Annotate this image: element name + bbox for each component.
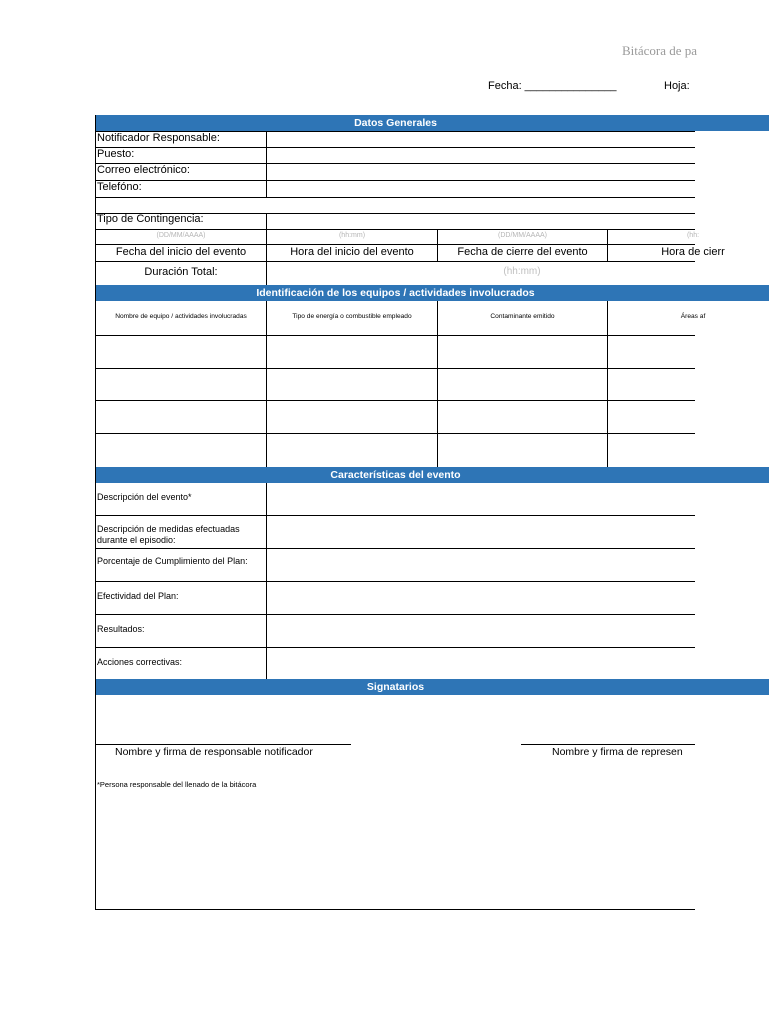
resultados-field[interactable] (267, 614, 695, 647)
acciones-correctivas-label: Acciones correctivas: (97, 657, 183, 667)
column-header-areas: Áreas af (680, 313, 706, 320)
hora-inicio-header: Hora del inicio del evento (290, 246, 414, 258)
signature-line-left (96, 744, 351, 745)
column-header-contaminante: Contaminante emitido (490, 313, 555, 320)
duracion-label: Duración Total: (144, 266, 218, 278)
efectividad-plan-label: Efectividad del Plan: (97, 591, 179, 601)
section-title: Características del evento (330, 469, 461, 481)
porcentaje-cumplimiento-field[interactable] (267, 548, 695, 581)
column-header-energia: Tipo de energía o combustible empleado (292, 313, 412, 320)
section-header-datos-generales (96, 115, 769, 131)
resultados-label: Resultados: (97, 624, 145, 634)
fecha-label: Fecha: _______________ (488, 80, 617, 92)
correo-field[interactable] (267, 163, 695, 180)
hora-cierre-header: Hora de cierr (661, 246, 725, 258)
medidas-efectuadas-field[interactable] (267, 515, 695, 548)
fecha-cierre-placeholder: (DD/MM/AAAA) (498, 232, 547, 239)
duracion-field[interactable]: (hh:mm) (503, 266, 541, 277)
footnote: *Persona responsable del llenado de la bitácora (97, 780, 257, 789)
signature-label-right: Nombre y firma de represen (552, 746, 683, 758)
table-row (96, 400, 695, 401)
signature-label-left: Nombre y firma de responsable notificador (115, 746, 313, 758)
form-frame (95, 115, 725, 910)
efectividad-plan-field[interactable] (267, 581, 695, 614)
porcentaje-cumplimiento-label: Porcentaje de Cumplimiento del Plan: (97, 556, 248, 566)
table-row (96, 368, 695, 369)
tipo-contingencia-field[interactable] (267, 213, 695, 229)
section-title: Signatarios (366, 681, 425, 693)
tipo-contingencia-label: Tipo de Contingencia: (97, 213, 204, 225)
hoja-label: Hoja: (664, 80, 690, 92)
column-header-equipo: Nombre de equipo / actividades involucradas (115, 313, 247, 320)
table-row (96, 335, 695, 336)
document-title: Bitácora de pa (622, 43, 698, 58)
hora-inicio-placeholder: (hh:mm) (338, 232, 366, 239)
descripcion-evento-label: Descripción del evento* (97, 492, 192, 502)
hora-cierre-placeholder: (hh: (686, 232, 700, 239)
section-header-signatarios (96, 679, 769, 695)
fecha-inicio-header: Fecha del inicio del evento (115, 246, 247, 258)
section-header-caracteristicas (96, 467, 769, 483)
fecha-cierre-header: Fecha de cierre del evento (457, 246, 588, 258)
medidas-efectuadas-label: Descripción de medidas efectuadas durante el episodio: (97, 524, 240, 545)
section-header-equipos (96, 285, 769, 301)
signature-line-right (521, 744, 695, 745)
correo-label: Correo electrónico: (97, 164, 190, 176)
telefono-field[interactable] (267, 180, 695, 197)
notificador-field[interactable] (267, 131, 695, 147)
descripcion-evento-field[interactable] (267, 483, 695, 515)
fecha-inicio-placeholder: (DD/MM/AAAA) (156, 232, 206, 239)
puesto-label: Puesto: (97, 148, 135, 160)
acciones-correctivas-field[interactable] (267, 647, 695, 679)
table-row (96, 433, 695, 434)
notificador-label: Notificador Responsable: (97, 132, 220, 144)
puesto-field[interactable] (267, 147, 695, 163)
section-title: Datos Generales (354, 117, 437, 129)
telefono-label: Telefóno: (97, 181, 142, 193)
section-title: Identificación de los equipos / actividades involucrados (256, 287, 535, 299)
